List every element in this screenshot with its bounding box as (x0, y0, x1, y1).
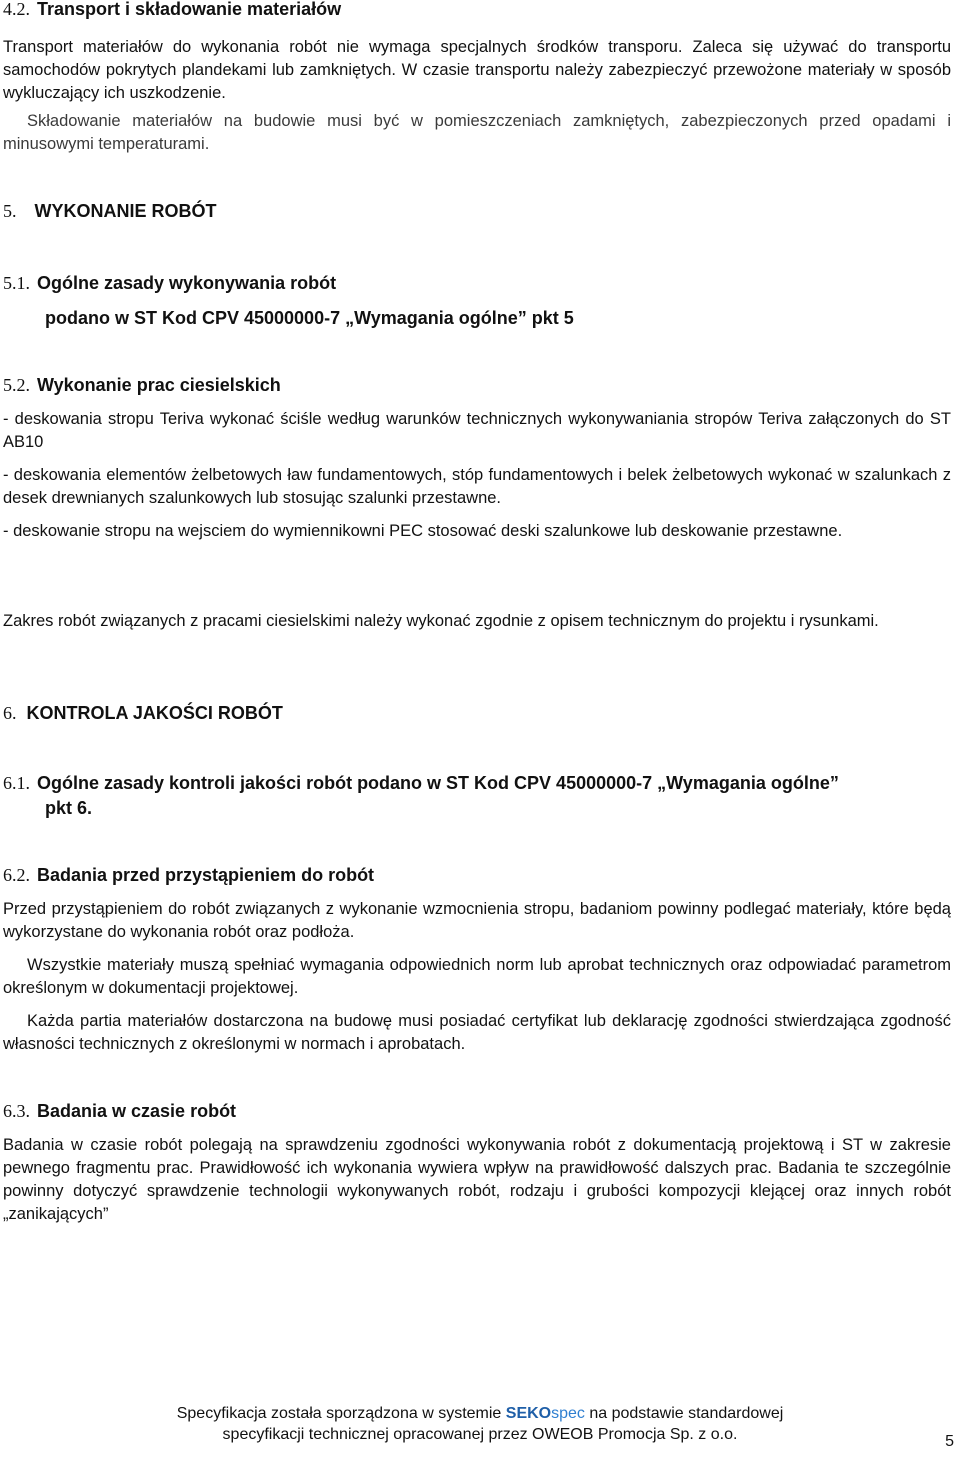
section-title: Ogólne zasady wykonywania robót (37, 273, 337, 293)
section-number: 6.1. (3, 773, 30, 793)
paragraph-materials-norms: Wszystkie materiały muszą spełniać wymagania odpowiednich norm lub aprobat technicznych oraz odpowiadać parametrom określonym w dokumentacji projektowej. (3, 956, 951, 997)
paragraph-storage: Składowanie materiałów na budowie musi być w pomieszczeniach zamkniętych, zabezpieczonych przed opadami i minusowymi temperaturami. (3, 112, 951, 153)
heading-6-1 (3, 772, 951, 794)
paragraph-teriva: - deskowania stropu Teriva wykonać ściśle według warunków technicznych wykonywaniania stropów Teriva załączonych do ST AB10 (3, 410, 951, 451)
footer-line-1 (0, 1403, 960, 1424)
heading-4-2 (3, 0, 951, 20)
section-number: 5.2. (3, 375, 30, 395)
section-title: Ogólne zasady kontroli jakości robót podano w ST Kod CPV 45000000-7 „Wymagania ogólne” (37, 773, 839, 793)
section-number: 4.2. (3, 0, 30, 19)
paragraph-foundations: - deskowania elementów żelbetowych ław fundamentowych, stóp fundamentowych i belek żelbetowych wykonać w szalunkach z desek drewnianych szalunkowych lub stosując szalunki przestawne. (3, 466, 951, 507)
footer-text: Specyfikacja została sporządzona w systemie (176, 1405, 502, 1422)
section-number: 6.2. (3, 865, 30, 885)
section-number: 6.3. (3, 1101, 30, 1121)
paragraph-transport: Transport materiałów do wykonania robót nie wymaga specjalnych środków transporu. Zaleca się używać do transportu samochodów pokrytych plandekami lub zamkniętych. W czasie transportu należy zabezpieczyć przewożone materiały w sposób wykluczający ich uszkodzenie. (3, 38, 951, 102)
footer-text: na podstawie standardowej (589, 1405, 784, 1422)
section-number: 6. (3, 703, 17, 723)
paragraph-before-works: Przed przystąpieniem do robót związanych z wykonanie wzmocnienia stropu, badaniom powinny podlegać materiały, które będą wykorzystane do wykonania robót oraz podłoża. (3, 900, 951, 941)
reference-line-5-1: podano w ST Kod CPV 45000000-7 „Wymagania ogólne” pkt 5 (45, 308, 574, 328)
heading-5 (3, 200, 951, 222)
heading-6-2 (3, 864, 951, 886)
heading-6-1-continuation: pkt 6. (45, 798, 93, 818)
paragraph-pec: - deskowanie stropu na wejsciem do wymiennikowni PEC stosować deski szalunkowe lub deskowanie przestawne. (3, 522, 843, 540)
section-title: KONTROLA JAKOŚCI ROBÓT (26, 703, 283, 723)
heading-6-3 (3, 1100, 951, 1122)
section-title: Badania przed przystąpieniem do robót (37, 865, 375, 885)
section-title: Badania w czasie robót (37, 1101, 237, 1121)
heading-6 (3, 702, 951, 724)
paragraph-scope: Zakres robót związanych z pracami ciesielskimi należy wykonać zgodnie z opisem technicznym do projektu i rysunkami. (3, 612, 879, 630)
heading-5-2 (3, 374, 951, 396)
section-title: WYKONANIE ROBÓT (34, 201, 217, 221)
page-number: 5 (945, 1433, 954, 1450)
paragraph-certificates: Każda partia materiałów dostarczona na budowę musi posiadać certyfikat lub deklarację zgodności stwierdzająca zgodność własności technicznych z określonymi w normach i aprobatach. (3, 1012, 951, 1053)
section-number: 5. (3, 201, 17, 221)
section-title: Wykonanie prac ciesielskich (37, 375, 281, 395)
section-number: 5.1. (3, 273, 30, 293)
heading-5-1 (3, 272, 951, 294)
section-title: Transport i składowanie materiałów (37, 0, 342, 19)
paragraph-during-works: Badania w czasie robót polegają na sprawdzeniu zgodności wykonywania robót z dokumentacją projektową i ST w zakresie pewnego fragmentu prac. Prawidłowość ich wykonania wywiera wpływ na prawidłowość dalszych prac. Badania te szczególnie powinny dotyczyć sprawdzenie technologii wykonywanych robót, rodzaju i grubości kompozycji klejącej oraz innych robót „zanikających” (3, 1136, 951, 1223)
sekospec-logo: SEKOspec (505, 1405, 585, 1422)
footer-line-2: specyfikacji technicznej opracowanej przez OWEOB Promocja Sp. z o.o. (222, 1426, 738, 1443)
